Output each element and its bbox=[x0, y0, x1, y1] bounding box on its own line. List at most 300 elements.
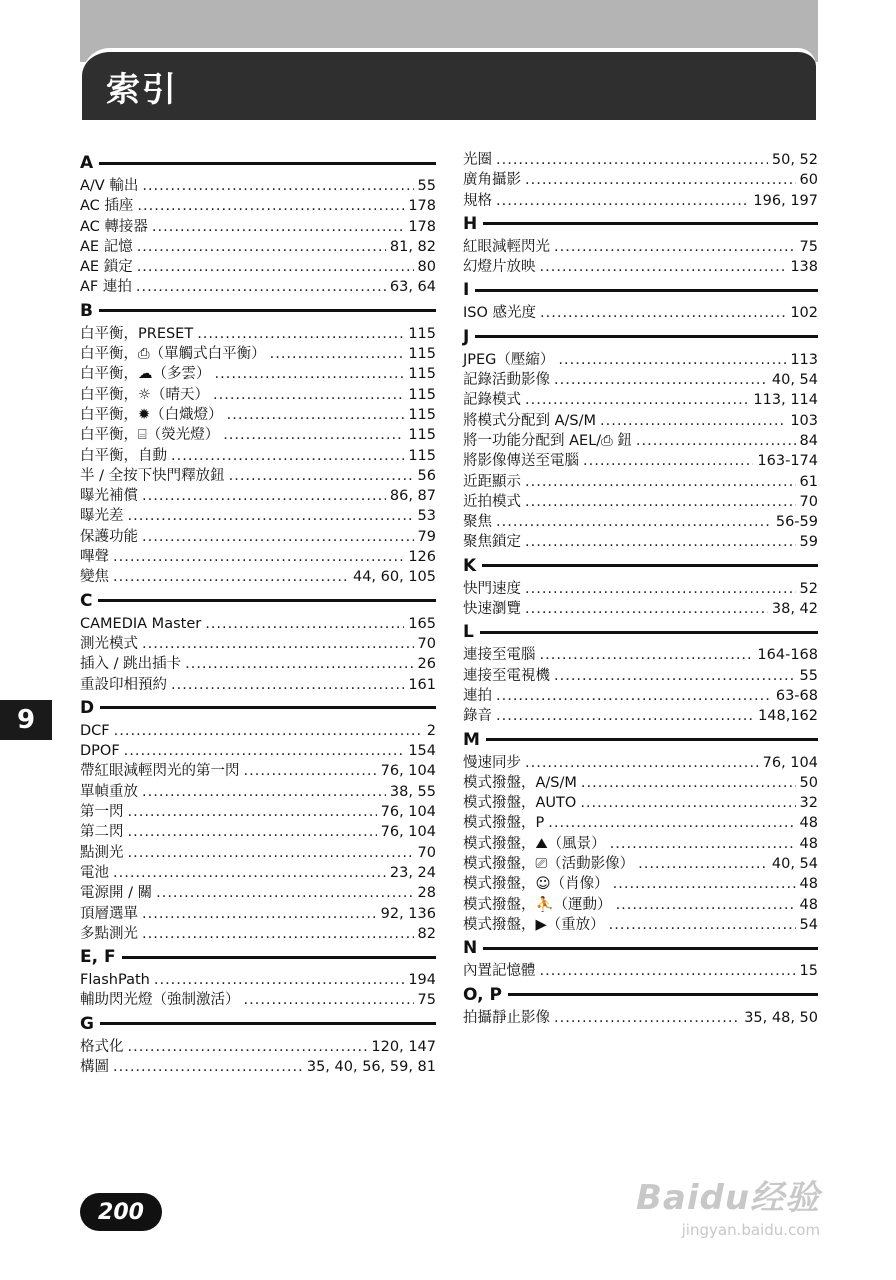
index-term: 聚焦鎖定 bbox=[463, 534, 521, 551]
index-section bbox=[463, 277, 818, 323]
index-term: JPEG（壓縮） bbox=[463, 351, 555, 368]
chapter-tab: 9 bbox=[0, 700, 52, 740]
index-entry bbox=[80, 277, 436, 297]
index-term: FlashPath bbox=[80, 972, 150, 989]
index-term: 連拍 bbox=[463, 687, 492, 704]
index-entry bbox=[463, 895, 818, 915]
dot-leader bbox=[525, 599, 768, 619]
index-pages: 82 bbox=[417, 925, 436, 942]
index-pages: 26 bbox=[417, 656, 436, 673]
dot-leader bbox=[113, 1057, 303, 1077]
dot-leader bbox=[548, 813, 795, 833]
index-term: 白平衡，☁（多雲） bbox=[80, 366, 211, 383]
section-rule bbox=[475, 335, 818, 338]
index-pages: 55 bbox=[799, 667, 818, 684]
dot-leader bbox=[540, 645, 754, 665]
dot-leader bbox=[525, 753, 759, 773]
section-letter: I bbox=[463, 280, 470, 301]
index-entry bbox=[463, 370, 818, 390]
index-entry bbox=[463, 1008, 818, 1028]
index-entry bbox=[80, 176, 436, 196]
index-section bbox=[80, 695, 436, 944]
index-entry bbox=[463, 350, 818, 370]
index-term: 測光模式 bbox=[80, 635, 138, 652]
dot-leader bbox=[142, 486, 386, 506]
section-rule bbox=[122, 956, 436, 959]
index-term: 慢速同步 bbox=[463, 754, 521, 771]
index-term: 模式撥盤，A/S/M bbox=[463, 774, 577, 791]
index-pages: 2 bbox=[426, 722, 436, 739]
section-heading bbox=[80, 588, 436, 614]
index-section bbox=[80, 588, 436, 695]
index-pages: 115 bbox=[408, 447, 436, 464]
index-section bbox=[80, 298, 436, 588]
section-heading bbox=[80, 944, 436, 970]
dot-leader bbox=[128, 822, 377, 842]
dot-leader bbox=[554, 666, 796, 686]
dot-leader bbox=[244, 761, 377, 781]
index-section bbox=[463, 619, 818, 726]
index-section bbox=[80, 150, 436, 298]
dot-leader bbox=[525, 492, 796, 512]
index-entry bbox=[80, 425, 436, 445]
section-letter: L bbox=[463, 622, 474, 643]
index-pages: 40, 54 bbox=[771, 856, 818, 873]
index-term: 輔助閃光燈（強制激活） bbox=[80, 992, 240, 1009]
index-pages: 92, 136 bbox=[380, 905, 436, 922]
section-rule bbox=[486, 738, 818, 741]
index-pages: 50, 52 bbox=[771, 152, 818, 168]
index-term: 錄音 bbox=[463, 708, 492, 725]
index-entry bbox=[463, 793, 818, 813]
index-pages: 115 bbox=[408, 346, 436, 363]
index-term: 白平衡，自動 bbox=[80, 447, 167, 464]
index-entry bbox=[80, 970, 436, 990]
index-pages: 76, 104 bbox=[380, 804, 436, 821]
index-pages: 84 bbox=[799, 432, 818, 449]
index-pages: 81, 82 bbox=[389, 238, 436, 255]
dot-leader bbox=[215, 364, 405, 384]
index-entry bbox=[463, 431, 818, 451]
section-letter: H bbox=[463, 213, 478, 234]
index-pages: 148,162 bbox=[758, 708, 818, 725]
section-rule bbox=[99, 309, 436, 312]
index-entry bbox=[80, 1037, 436, 1057]
watermark-url: jingyan.baidu.com bbox=[681, 1221, 821, 1239]
index-term: 構圖 bbox=[80, 1058, 109, 1075]
index-term: AE 鎖定 bbox=[80, 259, 133, 276]
index-pages: 194 bbox=[408, 972, 436, 989]
dot-leader bbox=[600, 411, 786, 431]
index-entry bbox=[463, 874, 818, 894]
dot-leader bbox=[137, 237, 386, 257]
dot-leader bbox=[227, 405, 405, 425]
section-heading bbox=[463, 324, 818, 350]
index-pages: 165 bbox=[408, 615, 436, 632]
index-entry bbox=[463, 753, 818, 773]
index-pages: 103 bbox=[790, 412, 818, 429]
dot-leader bbox=[137, 196, 404, 216]
index-term: 曝光補償 bbox=[80, 488, 138, 505]
index-entry bbox=[463, 915, 818, 935]
index-section bbox=[463, 211, 818, 278]
index-entry bbox=[80, 634, 436, 654]
section-heading bbox=[463, 935, 818, 961]
index-section bbox=[463, 553, 818, 620]
index-entry bbox=[80, 196, 436, 216]
section-letter: O, P bbox=[463, 984, 502, 1005]
index-term: 格式化 bbox=[80, 1038, 124, 1055]
dot-leader bbox=[171, 446, 404, 466]
index-term: AC 轉接器 bbox=[80, 218, 148, 235]
index-pages: 54 bbox=[799, 916, 818, 933]
section-letter: J bbox=[463, 326, 470, 347]
index-entry bbox=[463, 773, 818, 793]
index-pages: 55 bbox=[417, 178, 436, 194]
index-section bbox=[463, 324, 818, 553]
index-term: 點測光 bbox=[80, 844, 124, 861]
index-term: 白平衡，⌸（熒光燈） bbox=[80, 427, 220, 444]
dot-leader bbox=[128, 506, 414, 526]
index-section bbox=[463, 982, 818, 1028]
index-entry bbox=[463, 512, 818, 532]
section-rule bbox=[475, 289, 818, 292]
index-pages: 138 bbox=[790, 259, 818, 276]
dot-leader bbox=[580, 793, 795, 813]
index-pages: 75 bbox=[417, 992, 436, 1009]
index-term: AE 記憶 bbox=[80, 238, 133, 255]
section-heading bbox=[80, 150, 436, 176]
index-term: 插入 / 跳出插卡 bbox=[80, 656, 182, 673]
index-pages: 63, 64 bbox=[389, 279, 436, 296]
index-term: 保護功能 bbox=[80, 528, 138, 545]
index-pages: 52 bbox=[799, 580, 818, 597]
index-term: CAMEDIA Master bbox=[80, 615, 202, 632]
index-entry bbox=[463, 706, 818, 726]
index-pages: 56 bbox=[417, 467, 436, 484]
section-heading bbox=[463, 211, 818, 237]
index-term: 頂層選單 bbox=[80, 905, 138, 922]
index-term: 單幀重放 bbox=[80, 783, 138, 800]
index-pages: 76, 104 bbox=[380, 763, 436, 780]
dot-leader bbox=[525, 170, 796, 190]
index-term: 嗶聲 bbox=[80, 549, 109, 566]
index-term: 曝光差 bbox=[80, 508, 124, 525]
section-letter: K bbox=[463, 555, 477, 576]
index-pages: 102 bbox=[790, 305, 818, 322]
index-pages: 61 bbox=[799, 473, 818, 490]
dot-leader bbox=[229, 466, 414, 486]
dot-leader bbox=[540, 303, 786, 323]
dot-leader bbox=[205, 614, 404, 634]
section-rule bbox=[99, 162, 436, 165]
index-pages: 48 bbox=[799, 835, 818, 852]
index-term: 將模式分配到 A/S/M bbox=[463, 412, 597, 429]
index-entry bbox=[463, 813, 818, 833]
index-entry bbox=[463, 237, 818, 257]
section-heading bbox=[463, 727, 818, 753]
dot-leader bbox=[609, 915, 796, 935]
dot-leader bbox=[496, 150, 768, 170]
index-pages: 115 bbox=[408, 427, 436, 444]
dot-leader bbox=[496, 512, 772, 532]
dot-leader bbox=[610, 834, 796, 854]
index-pages: 80 bbox=[417, 259, 436, 276]
index-term: 模式撥盤，▶（重放） bbox=[463, 916, 605, 933]
index-term: 規格 bbox=[463, 192, 492, 209]
section-letter: G bbox=[80, 1013, 94, 1034]
dot-leader bbox=[525, 390, 749, 410]
index-pages: 196, 197 bbox=[753, 192, 818, 209]
index-term: 重設印相預約 bbox=[80, 676, 167, 693]
dot-leader bbox=[616, 895, 796, 915]
index-entry bbox=[463, 599, 818, 619]
index-pages: 164-168 bbox=[757, 647, 818, 664]
index-term: 電源開 / 關 bbox=[80, 885, 153, 902]
dot-leader bbox=[142, 924, 414, 944]
index-pages: 28 bbox=[417, 885, 436, 902]
dot-leader bbox=[496, 686, 772, 706]
dot-leader bbox=[113, 863, 386, 883]
index-entry bbox=[80, 761, 436, 781]
index-term: 第一閃 bbox=[80, 804, 124, 821]
index-term: 紅眼減輕閃光 bbox=[463, 238, 550, 255]
section-heading bbox=[463, 982, 818, 1008]
index-entry bbox=[463, 411, 818, 431]
index-pages: 60 bbox=[799, 172, 818, 189]
dot-leader bbox=[156, 883, 413, 903]
dot-leader bbox=[613, 874, 796, 894]
index-term: AC 插座 bbox=[80, 198, 134, 215]
index-pages: 113, 114 bbox=[753, 392, 818, 409]
index-entry bbox=[463, 579, 818, 599]
dot-leader bbox=[114, 721, 423, 741]
index-pages: 76, 104 bbox=[762, 754, 818, 771]
index-entry bbox=[463, 834, 818, 854]
index-pages: 56-59 bbox=[775, 514, 818, 531]
index-term: 白平衡，☼（晴天） bbox=[80, 386, 209, 403]
index-entry bbox=[80, 217, 436, 237]
index-term: 記錄活動影像 bbox=[463, 372, 550, 389]
index-pages: 40, 54 bbox=[771, 372, 818, 389]
index-pages: 161 bbox=[408, 676, 436, 693]
index-entry bbox=[80, 863, 436, 883]
index-pages: 113 bbox=[790, 351, 818, 368]
dot-leader bbox=[185, 654, 413, 674]
index-entry bbox=[80, 924, 436, 944]
index-term: 模式撥盤，⛰（風景） bbox=[463, 835, 606, 852]
index-entry bbox=[80, 237, 436, 257]
dot-leader bbox=[554, 237, 796, 257]
index-entry bbox=[463, 191, 818, 211]
index-entry bbox=[80, 843, 436, 863]
index-term: 近拍模式 bbox=[463, 493, 521, 510]
index-term: 電池 bbox=[80, 864, 109, 881]
section-letter: B bbox=[80, 300, 93, 321]
index-entry bbox=[80, 527, 436, 547]
index-term: 快速瀏覽 bbox=[463, 601, 521, 618]
index-entry bbox=[463, 390, 818, 410]
index-entry bbox=[463, 532, 818, 552]
dot-leader bbox=[154, 970, 404, 990]
dot-leader bbox=[636, 431, 796, 451]
index-section bbox=[463, 150, 818, 211]
index-term: 變焦 bbox=[80, 569, 109, 586]
index-pages: 115 bbox=[408, 406, 436, 423]
index-entry bbox=[80, 324, 436, 344]
index-term: 白平衡，✹（白熾燈） bbox=[80, 406, 223, 423]
index-entry bbox=[463, 686, 818, 706]
index-entry bbox=[80, 466, 436, 486]
section-rule bbox=[98, 599, 436, 602]
index-entry bbox=[463, 854, 818, 874]
index-entry bbox=[80, 506, 436, 526]
index-pages: 35, 40, 56, 59, 81 bbox=[306, 1058, 436, 1075]
dot-leader bbox=[496, 706, 754, 726]
index-term: 近距顯示 bbox=[463, 473, 521, 490]
index-term: AF 連拍 bbox=[80, 279, 132, 296]
section-rule bbox=[100, 706, 436, 709]
section-heading bbox=[80, 695, 436, 721]
page-number: 200 bbox=[80, 1193, 162, 1231]
dot-leader bbox=[142, 176, 413, 196]
dot-leader bbox=[142, 904, 377, 924]
index-term: 內置記憶體 bbox=[463, 963, 536, 980]
index-term: 將一功能分配到 AEL/⎙ 鈕 bbox=[463, 432, 632, 449]
index-entry bbox=[80, 802, 436, 822]
index-term: 模式撥盤，AUTO bbox=[463, 795, 577, 812]
index-pages: 48 bbox=[799, 896, 818, 913]
index-pages: 50 bbox=[799, 774, 818, 791]
index-entry bbox=[463, 303, 818, 323]
index-term: 連接至電視機 bbox=[463, 667, 550, 684]
index-pages: 15 bbox=[799, 963, 818, 980]
index-section bbox=[463, 935, 818, 981]
dot-leader bbox=[142, 527, 414, 547]
index-entry bbox=[463, 150, 818, 170]
dot-leader bbox=[270, 344, 405, 364]
index-pages: 115 bbox=[408, 386, 436, 403]
index-term: 模式撥盤，☺（肖像） bbox=[463, 876, 609, 893]
section-letter: C bbox=[80, 590, 93, 611]
index-entry bbox=[80, 675, 436, 695]
index-term: 快門速度 bbox=[463, 580, 521, 597]
index-entry bbox=[80, 1057, 436, 1077]
index-term: 模式撥盤，⎚（活動影像） bbox=[463, 856, 635, 873]
section-letter: N bbox=[463, 938, 478, 959]
section-heading bbox=[463, 553, 818, 579]
index-term: 聚焦 bbox=[463, 514, 492, 531]
section-letter: D bbox=[80, 697, 95, 718]
index-entry bbox=[80, 782, 436, 802]
index-term: A/V 輸出 bbox=[80, 178, 139, 194]
dot-leader bbox=[124, 741, 405, 761]
index-pages: 120, 147 bbox=[371, 1038, 436, 1055]
dot-leader bbox=[128, 1037, 368, 1057]
index-term: 記錄模式 bbox=[463, 392, 521, 409]
index-column-right bbox=[463, 150, 818, 1028]
index-section bbox=[80, 944, 436, 1011]
title-bar bbox=[82, 48, 816, 120]
index-entry bbox=[463, 257, 818, 277]
dot-leader bbox=[197, 324, 404, 344]
index-term: 連接至電腦 bbox=[463, 647, 536, 664]
index-entry bbox=[80, 721, 436, 741]
index-entry bbox=[80, 385, 436, 405]
dot-leader bbox=[540, 257, 787, 277]
index-entry bbox=[80, 446, 436, 466]
index-pages: 115 bbox=[408, 366, 436, 383]
index-term: 模式撥盤，⛹（運動） bbox=[463, 896, 612, 913]
index-pages: 48 bbox=[799, 815, 818, 832]
index-entry bbox=[80, 883, 436, 903]
index-term: 第二閃 bbox=[80, 824, 124, 841]
index-term: 幻燈片放映 bbox=[463, 259, 536, 276]
dot-leader bbox=[540, 961, 796, 981]
index-term: 白平衡，PRESET bbox=[80, 325, 194, 342]
dot-leader bbox=[525, 472, 796, 492]
index-pages: 178 bbox=[408, 198, 436, 215]
section-rule bbox=[483, 222, 818, 225]
watermark-brand: Baidu经验 bbox=[636, 1178, 821, 1218]
index-term: 拍攝靜止影像 bbox=[463, 1009, 550, 1026]
dot-leader bbox=[142, 782, 386, 802]
index-entry bbox=[463, 472, 818, 492]
index-term: 將影像傳送至電腦 bbox=[463, 453, 579, 470]
dot-leader bbox=[558, 350, 786, 370]
dot-leader bbox=[137, 257, 414, 277]
index-entry bbox=[463, 666, 818, 686]
index-entry bbox=[80, 567, 436, 587]
section-heading bbox=[80, 298, 436, 324]
index-entry bbox=[463, 961, 818, 981]
index-pages: 44, 60, 105 bbox=[352, 569, 436, 586]
section-heading bbox=[463, 277, 818, 303]
index-entry bbox=[80, 904, 436, 924]
index-pages: 48 bbox=[799, 876, 818, 893]
index-pages: 63-68 bbox=[775, 687, 818, 704]
index-term: DPOF bbox=[80, 743, 120, 760]
dot-leader bbox=[113, 547, 404, 567]
section-rule bbox=[483, 947, 818, 950]
index-pages: 35, 48, 50 bbox=[744, 1009, 818, 1026]
index-pages: 70 bbox=[417, 635, 436, 652]
dot-leader bbox=[638, 854, 768, 874]
section-letter: M bbox=[463, 729, 480, 750]
index-entry bbox=[463, 645, 818, 665]
index-term: 模式撥盤，P bbox=[463, 815, 545, 832]
index-pages: 154 bbox=[408, 743, 436, 760]
index-entry bbox=[463, 451, 818, 471]
index-section bbox=[80, 1011, 436, 1078]
dot-leader bbox=[152, 217, 404, 237]
index-entry bbox=[463, 170, 818, 190]
index-pages: 79 bbox=[417, 528, 436, 545]
index-entry bbox=[463, 492, 818, 512]
index-pages: 53 bbox=[417, 508, 436, 525]
index-pages: 38, 55 bbox=[389, 783, 436, 800]
index-pages: 70 bbox=[417, 844, 436, 861]
watermark bbox=[636, 1170, 820, 1239]
index-pages: 126 bbox=[408, 549, 436, 566]
section-heading bbox=[463, 619, 818, 645]
index-pages: 23, 24 bbox=[389, 864, 436, 881]
dot-leader bbox=[525, 579, 796, 599]
dot-leader bbox=[554, 370, 768, 390]
index-section bbox=[463, 727, 818, 936]
page-title: 索引 bbox=[106, 70, 178, 110]
index-entry bbox=[80, 654, 436, 674]
